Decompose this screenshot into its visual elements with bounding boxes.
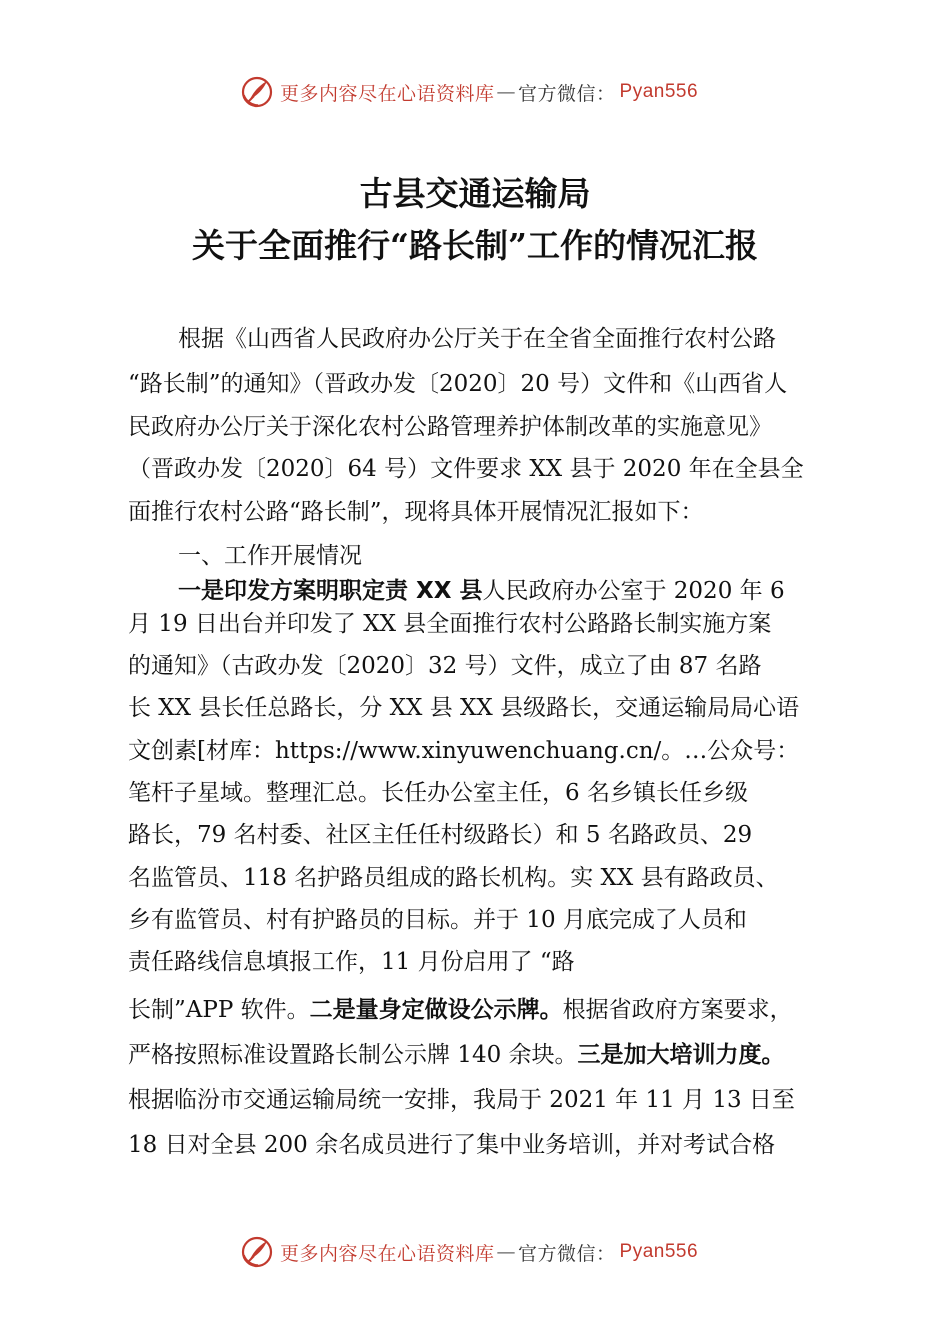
watermark-separator: — [496, 1241, 517, 1263]
paragraph-2-line-4: 长 XX 县长任总路长，分 XX 县 XX 县级路长，交通运输局局心语 [128, 695, 800, 721]
paragraph-2-line-10: 责任路线信息填报工作，11 月份启用了 “路 [128, 949, 575, 975]
paragraph-1-line-5: 面推行农村公路“路长制”，现将具体开展情况汇报如下： [128, 499, 704, 525]
key-point-2: 二是量身定做设公示牌。 [309, 997, 563, 1023]
paragraph-2-line-7: 路长，79 名村委、社区主任任村级路长）和 5 名路政员、29 [128, 822, 753, 848]
paragraph-4-line-1: 根据临汾市交通运输局统一安排，我局于 2021 年 11 月 13 日至 [128, 1087, 795, 1113]
watermark-banner-top [240, 74, 698, 110]
paragraph-3-line-2 [128, 1039, 840, 1071]
section-heading-1: 一、工作开展情况 [178, 543, 362, 569]
paragraph-2-line-1-rest: 人民政府办公室于 2020 年 6 [482, 578, 785, 604]
paragraph-2-line-2: 月 19 日出台并印发了 XX 县全面推行农村公路路长制实施方案 [128, 611, 772, 637]
key-point-3: 三是加大培训力度。 [577, 1042, 785, 1068]
paragraph-1-line-3: 民政府办公厅关于深化农村公路管理养护体制改革的实施意见》 [128, 414, 772, 440]
paragraph-3-part-b: 根据省政府方案要求， [562, 997, 793, 1023]
paragraph-3-line-1 [128, 994, 840, 1026]
watermark-wechat-id: Pyan556 [619, 81, 699, 102]
watermark-separator: — [496, 81, 517, 103]
paragraph-1-line-1: 根据《山西省人民政府办公厅关于在全省全面推行农村公路 [178, 326, 776, 352]
feather-pen-circle-icon [240, 75, 274, 109]
paragraph-3-part-c: 严格按照标准设置路长制公示牌 140 余块。 [128, 1042, 578, 1068]
watermark-text: 更多内容尽在心语资料库 [280, 82, 495, 105]
watermark-wechat-id: Pyan556 [619, 1241, 699, 1262]
paragraph-2-line-5: 文创素[材库：https://www.xinyuwenchuang.cn/。…公众号： [128, 738, 800, 764]
paragraph-1-line-2: “路长制”的通知》（晋政办发〔2020〕20 号）文件和《山西省人 [128, 371, 788, 397]
paragraph-2-line-3: 的通知》（古政办发〔2020〕32 号）文件，成立了由 87 名路 [128, 653, 762, 679]
paragraph-2-line-6: 笔杆子星域。整理汇总。长任办公室主任，6 名乡镇长任乡级 [128, 780, 748, 806]
paragraph-2-line-1 [178, 575, 840, 607]
key-point-1: 一是印发方案明职定责 XX 县 [178, 578, 483, 604]
document-title-line-1: 古县交通运输局 [359, 174, 591, 213]
paragraph-2-line-9: 乡有监管员、村有护路员的目标。并于 10 月底完成了人员和 [128, 907, 747, 933]
paragraph-1-line-4: （晋政办发〔2020〕64 号）文件要求 XX 县于 2020 年在全县全 [128, 456, 804, 482]
paragraph-3-part-a: 长制”APP 软件。 [128, 997, 310, 1023]
watermark-text: 更多内容尽在心语资料库 [280, 1242, 495, 1265]
feather-pen-circle-icon [240, 1235, 274, 1269]
watermark-banner-bottom [240, 1234, 698, 1270]
watermark-wechat-label: 官方微信： [518, 82, 616, 105]
paragraph-4-line-2: 18 日对全县 200 余名成员进行了集中业务培训，并对考试合格 [128, 1132, 776, 1158]
document-title-line-2: 关于全面推行“路长制”工作的情况汇报 [192, 226, 758, 265]
watermark-wechat-label: 官方微信： [518, 1242, 616, 1265]
paragraph-2-line-8: 名监管员、118 名护路员组成的路长机构。实 XX 县有路政员、 [128, 865, 779, 891]
